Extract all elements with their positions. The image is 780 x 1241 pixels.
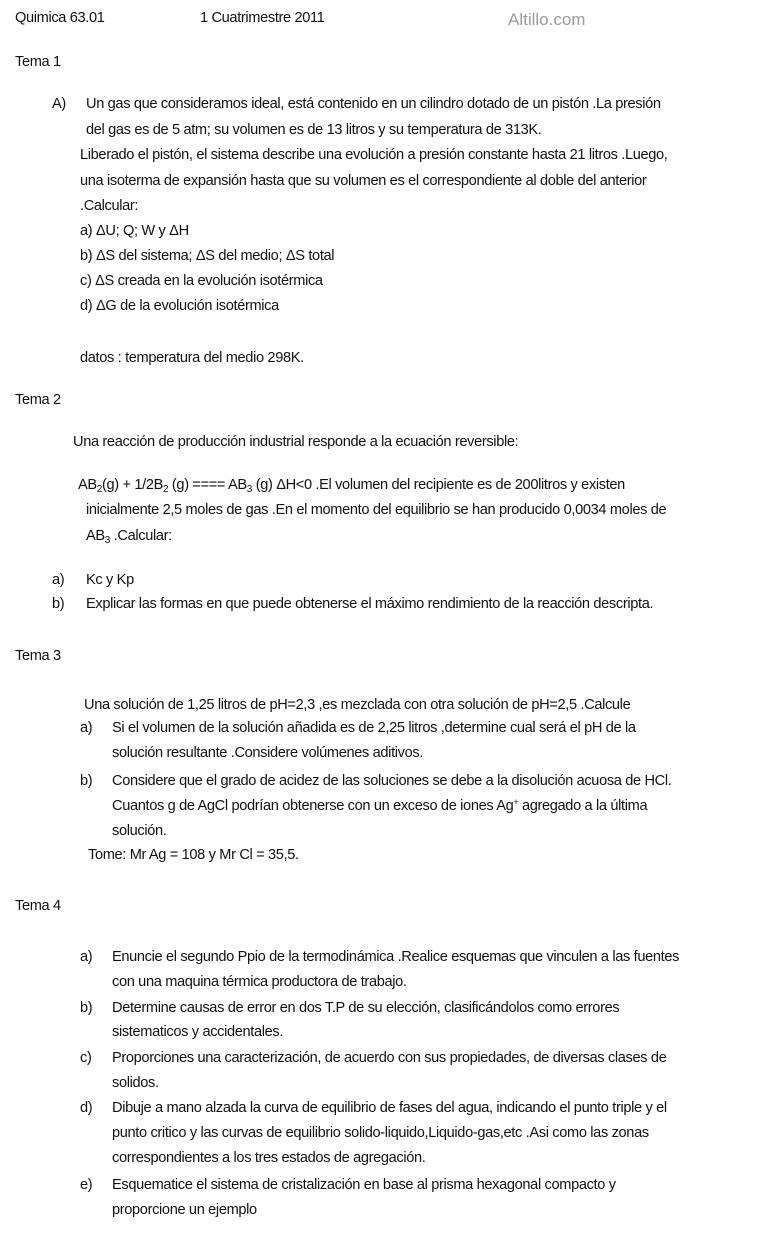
tema3-item-b: Considere que el grado de acidez de las soluciones se debe a la disolución acuosa de HCl. (112, 773, 672, 789)
tema4-item-line: punto critico y las curvas de equilibrio solido-liquido,Liquido-gas,etc .Asi como las zonas (112, 1125, 649, 1141)
tema1-title: Tema 1 (15, 54, 61, 70)
tema4-item-line: Enuncie el segundo Ppio de la termodinámica .Realice esquemas que vinculen a las fuentes (112, 949, 680, 965)
tema1-line: .Calcular: (80, 198, 139, 214)
tema4-item-line: solidos. (112, 1075, 159, 1091)
superscript: + (513, 797, 519, 807)
eq-part: (g) + 1/2B (102, 477, 163, 493)
tema2-item-marker: a) (52, 572, 65, 588)
tema2-line: inicialmente 2,5 moles de gas .En el momento del equilibrio se han producido 0,0034 moles de (86, 502, 667, 518)
eq-part: AB (86, 528, 105, 544)
tema4-item-line: sistematicos y accidentales. (112, 1024, 284, 1040)
tema2-item-marker: b) (52, 596, 65, 612)
tema1-line: una isoterma de expansión hasta que su volumen es el correspondiente al doble del anterior (80, 173, 647, 189)
tema2-equation (78, 475, 625, 495)
eq-subscript: 3 (104, 535, 110, 546)
eq-subscript: 3 (246, 484, 252, 495)
tema4-item-line: Dibuje a mano alzada la curva de equilibrio de fases del agua, indicando el punto triple y el (112, 1100, 667, 1116)
course-title: Quimica 63.01 (15, 10, 105, 26)
tema4-item-line: con una maquina térmica productora de trabajo. (112, 974, 407, 990)
tema1-subitem-c: c) ΔS creada en la evolución isotérmica (80, 273, 323, 289)
tema3-item-marker: a) (80, 720, 93, 736)
tema3-item-marker: b) (80, 773, 93, 789)
tema1-subitem-a: a) ΔU; Q; W y ΔH (80, 223, 189, 239)
tema1-line: del gas es de 5 atm; su volumen es de 13 litros y su temperatura de 313K. (86, 122, 542, 138)
tema4-title: Tema 4 (15, 898, 61, 914)
tema4-item-line: proporcione un ejemplo (112, 1202, 257, 1218)
text-part: Cuantos g de AgCl podrían obtenerse con un exceso de iones Ag (112, 798, 514, 814)
eq-part: AB (78, 477, 97, 493)
tema2-item-b: Explicar las formas en que puede obtenerse el máximo rendimiento de la reacción descripta. (86, 596, 654, 612)
tema4-item-line: Determine causas de error en dos T.P de su elección, clasificándolos como errores (112, 1000, 620, 1016)
tema4-item-marker: b) (80, 1000, 93, 1016)
tema4-item-marker: e) (80, 1177, 93, 1193)
tema4-item-line: Esquematice el sistema de cristalización en base al prisma hexagonal compacto y (112, 1177, 616, 1193)
tema1-marker: A) (52, 96, 66, 112)
tema4-item-marker: a) (80, 949, 93, 965)
tema4-item-marker: c) (80, 1050, 92, 1066)
tema1-line: Un gas que consideramos ideal, está contenido en un cilindro dotado de un pistón .La presión (86, 96, 661, 112)
tema1-subitem-b: b) ΔS del sistema; ΔS del medio; ΔS total (80, 248, 335, 264)
tema3-title: Tema 3 (15, 648, 61, 664)
eq-subscript: 2 (163, 484, 169, 495)
tema1-subitem-d: d) ΔG de la evolución isotérmica (80, 298, 279, 314)
tema2-item-a: Kc y Kp (86, 572, 134, 588)
eq-part: (g) ΔH<0 .El volumen del recipiente es de 200litros y existen (252, 477, 625, 493)
tema1-line: Liberado el pistón, el sistema describe una evolución a presión constante hasta 21 litros .Luego, (80, 147, 668, 163)
tema3-item-b: solución. (112, 823, 167, 839)
tema4-item-line: correspondientes a los tres estados de agregación. (112, 1150, 426, 1166)
text-part: agregado a la última (518, 798, 648, 814)
tema3-tome: Tome: Mr Ag = 108 y Mr Cl = 35,5. (88, 847, 299, 863)
tema4-item-marker: d) (80, 1100, 93, 1116)
tema2-title: Tema 2 (15, 392, 61, 408)
tema3-item-a: solución resultante .Considere volúmenes aditivos. (112, 745, 424, 761)
tema4-item-line: Proporciones una caracterización, de acuerdo con sus propiedades, de diversas clases de (112, 1050, 667, 1066)
term-label: 1 Cuatrimestre 2011 (200, 10, 325, 26)
eq-part: .Calcular: (110, 528, 172, 544)
tema3-item-a: Si el volumen de la solución añadida es de 2,25 litros ,determine cual será el pH de la (112, 720, 636, 736)
tema3-intro: Una solución de 1,25 litros de pH=2,3 ,es mezclada con otra solución de pH=2,5 .Calcule (84, 697, 631, 713)
watermark: Altillo.com (508, 10, 586, 29)
tema2-line (86, 526, 172, 546)
eq-part: (g) ==== AB (168, 477, 247, 493)
tema2-intro: Una reacción de producción industrial responde a la ecuación reversible: (73, 434, 519, 450)
tema1-datos: datos : temperatura del medio 298K. (80, 350, 304, 366)
tema3-item-b (112, 796, 647, 816)
eq-subscript: 2 (96, 484, 102, 495)
